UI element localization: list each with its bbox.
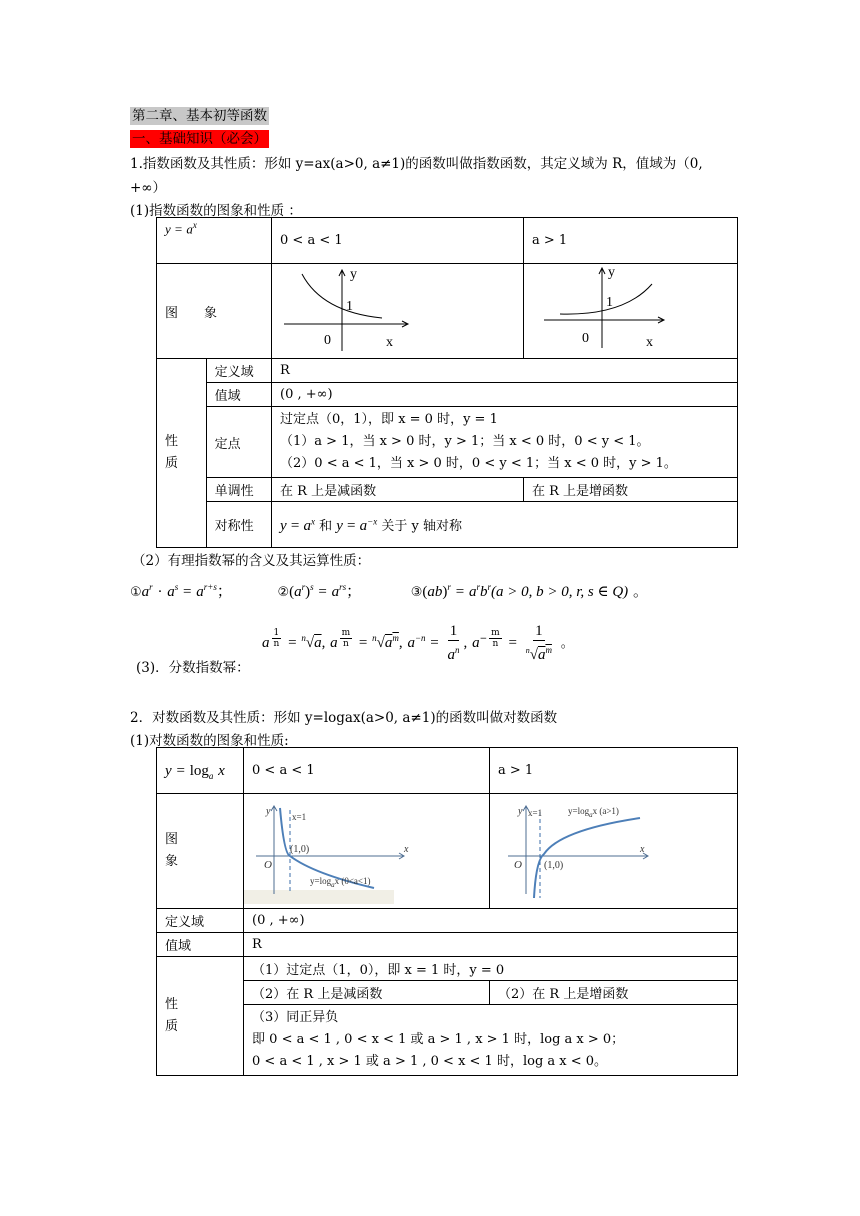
exp-sym-and: 和: [319, 518, 333, 534]
exp-mono-inc: 在 R 上是增函数: [523, 478, 737, 502]
rational-title: （2）有理指数幂的含义及其运算性质：: [132, 553, 371, 569]
exp-intro-line1: 1.指数函数及其性质：形如 y=ax(a>0, a≠1)的函数叫做指数函数，其定义域为 R，值域为（0,: [130, 156, 703, 172]
exp-graph-increasing-y: y: [607, 265, 615, 280]
exp-header-col2: a > 1: [523, 218, 737, 264]
rational-formulas: $①a^r \cdot a^s = a^{r+s}$； $②(a^r)^s = a^{rs}$； ③(ab)$^r$ = $a^rb^r(a > 0$, b > 0, r, s ∈ Q) 。: [130, 582, 648, 600]
exp-fixed-line2: （1）a > 1，当 x > 0 时，y > 1；当 x < 0 时，0 < y < 1。: [280, 434, 650, 449]
exp-mono-dec: 在 R 上是减函数: [272, 478, 524, 502]
svg-text:y=logax (0<a<1): [310, 876, 370, 889]
exp-sym-label: 对称性: [206, 502, 271, 548]
log-header-col1: 0 < a < 1: [244, 748, 490, 794]
exp-props-label: 性 质: [157, 359, 207, 548]
log-p1: （1）过定点（1，0），即 x = 1 时，y = 0: [244, 957, 738, 981]
exp-domain-value: R: [272, 359, 738, 383]
exp-graph-increasing-one: 1: [605, 295, 613, 310]
log-graph-cell-increasing: [490, 794, 738, 909]
exp-header-formula: $y = a^x$: [157, 218, 272, 264]
exp-range-value: (0 , +∞): [272, 383, 738, 407]
log-graph-increasing-cond: x (a>1): [592, 806, 619, 816]
exp-fixed-line3: （2）0 < a < 1，当 x > 0 时，0 < y < 1；当 x < 0 时，y > 1。: [280, 456, 677, 471]
log-graph-increasing-origin: O: [514, 859, 522, 871]
log-graph-increasing-x: x: [640, 844, 645, 855]
fractional-formula: a $^{\frac{1}{n}}$ = $^n$√a, a $^{\frac{m}{n}}$ = $^n√a^m$, $a^{-n}$ = $\frac{1}{a^n}$ , $a^{- \frac{m}{n}}$ = $\frac{1}{^n√a^m}$ 。: [262, 623, 574, 663]
log-graph-decreasing-cond: x (0<a<1): [334, 876, 371, 886]
log-graph-decreasing-x1: x=1: [292, 812, 307, 822]
log-graph-increasing-pt: (1,0): [544, 860, 564, 871]
log-graph-increasing-sub: a: [589, 811, 593, 819]
log-p2-dec: （2）在 R 上是减函数: [244, 981, 490, 1005]
log-intro: 2．对数函数及其性质：形如 y=logax(a>0, a≠1)的函数叫做对数函数: [130, 710, 558, 726]
log-p2-inc: （2）在 R 上是增函数: [490, 981, 738, 1005]
log-graph-decreasing-x: x: [404, 844, 409, 855]
exp-graph-decreasing: [272, 264, 522, 354]
rational-sep2: ；: [346, 582, 362, 600]
log-domain-value: (0 , +∞): [244, 909, 738, 933]
exp-graph-decreasing-x: x: [386, 335, 394, 350]
log-graph-decreasing-y: y: [266, 806, 271, 817]
log-graph-increasing-curve: y=log: [568, 806, 590, 816]
log-props-label: 性 质: [157, 957, 244, 1076]
exp-mono-label: 单调性: [206, 478, 271, 502]
chapter-title: 第二章、基本初等函数: [132, 108, 267, 124]
log-header-formula: $y = \log_a x$: [157, 748, 244, 794]
exp-table: [156, 217, 738, 548]
log-graph-decreasing-origin: O: [264, 859, 272, 871]
log-graph-cell-decreasing: [244, 794, 490, 909]
rational-cond: (a > 0, b > 0, r, s ∈ Q): [490, 584, 629, 600]
log-table: [156, 747, 738, 1076]
exp-graph-cell-decreasing: [272, 264, 524, 359]
log-graph-decreasing-pt: (1,0): [290, 844, 310, 855]
exp-sym-value: $y = a^x$ 和 $y = a^{-x}$ 关于 y 轴对称: [272, 502, 738, 548]
exp-graph-decreasing-y: y: [350, 267, 358, 282]
rational-c3: ③: [410, 585, 423, 600]
log-range-value: R: [244, 933, 738, 957]
rational-sep1: ；: [216, 582, 232, 600]
log-domain-label: 定义域: [157, 909, 244, 933]
log-graph-increasing-x1: x=1: [528, 808, 543, 818]
log-graph-decreasing-curve: y=log: [310, 876, 332, 886]
exp-range-label: 值域: [206, 383, 271, 407]
log-p3-title: （3）同正异负: [252, 1010, 339, 1025]
exp-fixed-line1: 过定点（0，1），即 x = 0 时，y = 1: [280, 412, 498, 427]
log-p3-cell: [244, 1005, 738, 1076]
log-graph-increasing-y: y: [518, 806, 523, 817]
fractional-end: 。: [560, 636, 574, 651]
exp-graph-decreasing-one: 1: [346, 299, 354, 314]
fractional-label: (3)．分数指数幂：: [136, 660, 250, 676]
exp-domain-label: 定义域: [206, 359, 271, 383]
exp-graph-cell-increasing: [523, 264, 737, 359]
log-p3-line1: 即 0 < a < 1 , 0 < x < 1 或 a > 1 , x > 1 时，log a x > 0；: [252, 1032, 625, 1047]
exp-graph-increasing-zero: 0: [581, 331, 589, 346]
exp-sym-tail: 关于 y 轴对称: [381, 518, 462, 534]
log-table-title: (1)对数函数的图象和性质:: [130, 733, 289, 749]
log-graph-label: 图 象: [157, 794, 244, 909]
log-header-col2: a > 1: [490, 748, 738, 794]
exp-table-title: (1)指数函数的图象和性质 ：: [130, 203, 302, 219]
exp-fixed-cell: [272, 407, 738, 478]
exp-graph-increasing: [524, 264, 736, 354]
exp-graph-increasing-x: x: [645, 335, 653, 350]
exp-graph-decreasing-zero: 0: [324, 333, 332, 348]
exp-header-col1: 0 < a < 1: [272, 218, 524, 264]
log-graph-increasing: [490, 794, 736, 904]
log-range-label: 值域: [157, 933, 244, 957]
log-graph-decreasing: [244, 794, 488, 904]
rational-end: 。: [632, 582, 648, 600]
log-p3-line2: 0 < a < 1 , x > 1 或 a > 1 , 0 < x < 1 时，log a x < 0。: [252, 1054, 608, 1069]
svg-text:y=logax (a>1): [568, 806, 619, 819]
exp-graph-label: 图 象: [157, 264, 272, 359]
exp-intro-line2: +∞）: [130, 180, 167, 196]
rational-c1: ①: [130, 585, 142, 600]
section-title: 一、基础知识（必会）: [132, 131, 267, 147]
exp-fixed-label: 定点: [206, 407, 271, 478]
rational-c2: ②: [277, 585, 290, 600]
log-graph-decreasing-sub: a: [331, 881, 335, 889]
